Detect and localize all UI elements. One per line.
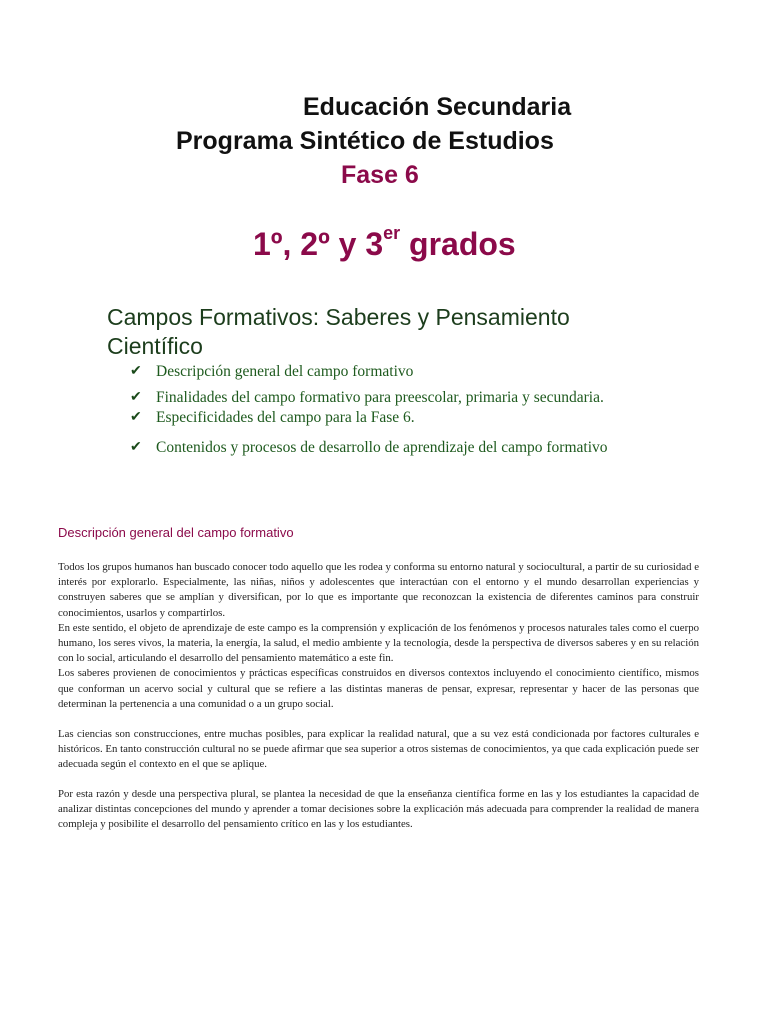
title-education-level: Educación Secundaria — [303, 93, 572, 121]
checklist-item-text: Descripción general del campo formativo — [156, 363, 414, 380]
checkmark-icon: ✔ — [130, 390, 142, 405]
checklist-item — [130, 408, 692, 428]
body-paragraph: Las ciencias son construcciones, entre muchas posibles, para explicar la realidad natural, que a su vez está condicionada por factores culturales e históricos. En tanto construcción cultural no se puede afirmar que sea superior a otros sistemas de conocimientos, ya que cada explicación puede ser adecuada según el contexto en el que se aplique. — [58, 728, 699, 771]
grades-main: 1º, 2º y 3 — [253, 226, 384, 262]
checklist-item — [130, 388, 692, 408]
checkmark-icon: ✔ — [130, 440, 142, 455]
checklist-item-text: Finalidades del campo formativo para preescolar, primaria y secundaria. — [156, 389, 604, 406]
campos-formativos-title: Campos Formativos: Saberes y Pensamiento Científico — [107, 304, 570, 359]
checkmark-icon: ✔ — [130, 364, 142, 379]
body-paragraph: Todos los grupos humanos han buscado conocer todo aquello que les rodea y conforma su entorno natural y sociocultural, a partir de su curiosidad e interés por explorarlo. Especialmente, las niñas, niños y adolescentes que interactúan con el entorno y el mundo desarrollan experiencias y construyen saberes que se amplían y diversifican, por lo que es importante que reconozcan la existencia de diferentes caminos para construir conocimientos, usarlos y compartirlos. En este sentido, el objeto de aprendizaje de este campo es la comprensión y explicación de los fenómenos y procesos naturales tales como el cuerpo humano, los seres vivos, la materia, la energía, la salud, el medio ambiente y la tecnología, desde la perspectiva de diversos saberes y en su relación con lo social, articulando el desarrollo del pensamiento matemático a este fin. Los saberes provienen de conocimientos y prácticas específicas construidos en diversos contextos incluyendo el conocimiento científico, mismos que conforman un acervo social y cultural que se refiere a las distintas maneras de pensar, expresar, representar y hacer de las personas que determinan la pertenencia a una comunidad o a un grupo social. — [58, 561, 699, 710]
checklist-item-text: Especificidades del campo para la Fase 6. — [156, 409, 415, 426]
body-paragraph: Por esta razón y desde una perspectiva plural, se plantea la necesidad de que la enseñanza científica forme en las y los estudiantes la capacidad de analizar distintas concepciones del mundo y aprender a tomar decisiones sobre la explicación más adecuada para comprender la realidad de manera compleja y posibilite el desarrollo del pensamiento crítico en las y los estudiantes. — [58, 788, 699, 831]
checklist-item — [130, 362, 692, 382]
checklist-item — [130, 438, 692, 458]
checklist-item-text: Contenidos y procesos de desarrollo de aprendizaje del campo formativo — [156, 439, 608, 456]
contents-checklist — [130, 362, 692, 458]
grades-superscript: er — [383, 223, 401, 244]
grades-tail: grados — [400, 226, 516, 262]
title-program: Programa Sintético de Estudios — [176, 127, 554, 155]
title-phase: Fase 6 — [341, 161, 419, 189]
checkmark-icon: ✔ — [130, 410, 142, 425]
title-grades — [253, 223, 516, 263]
section-heading: Descripción general del campo formativo — [58, 525, 294, 540]
